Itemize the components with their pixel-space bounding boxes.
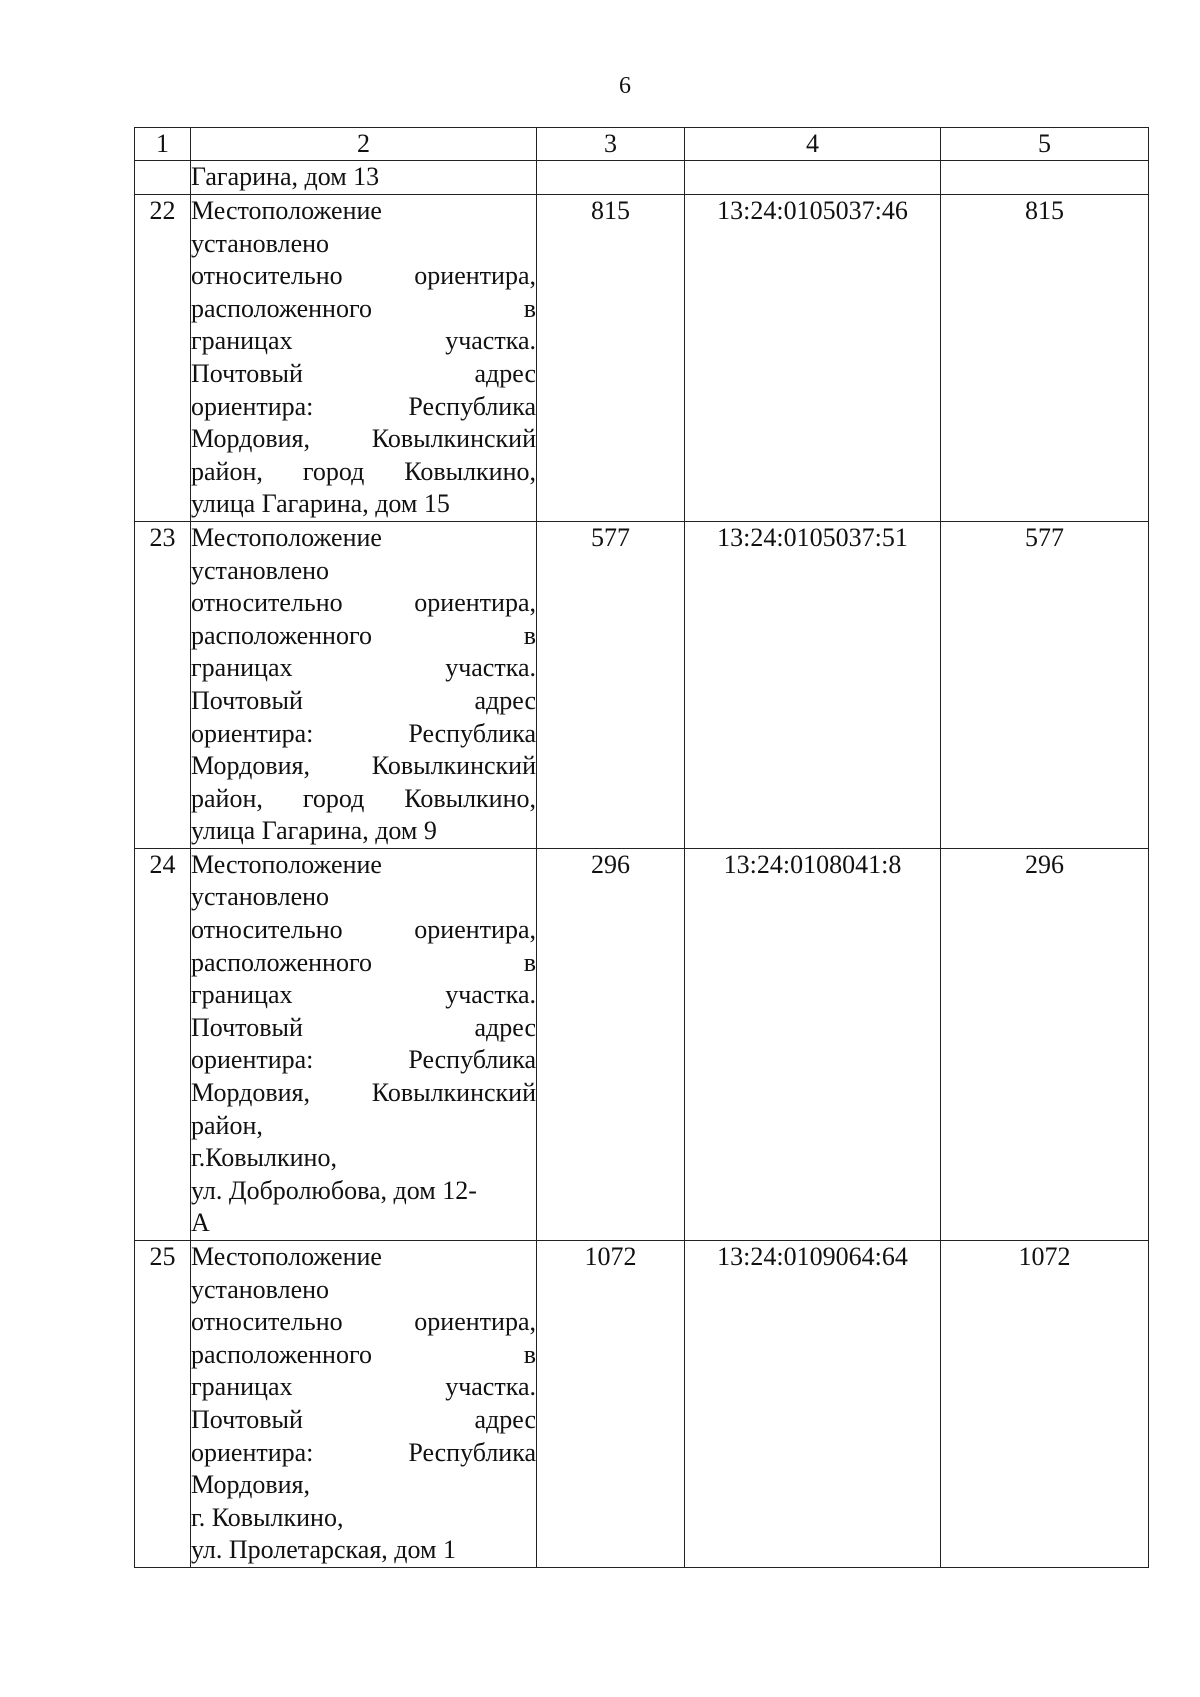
location-line: ориентира: Республика	[191, 391, 536, 421]
location-line: установлено	[191, 228, 330, 258]
area-cell: 577	[537, 521, 685, 848]
cadastral-number-cell: 13:24:0105037:46	[685, 195, 941, 522]
row-number: 24	[135, 848, 191, 1240]
location-line: относительно ориентира,	[191, 588, 536, 618]
table-row	[135, 195, 1149, 522]
location-line: район, город Ковылкино,	[191, 456, 536, 486]
cadastral-number-cell	[685, 161, 941, 195]
location-line: расположенного в	[191, 620, 536, 650]
location-line: границах участка.	[191, 1372, 536, 1402]
page-number: 6	[619, 73, 631, 99]
location-line: Почтовый адрес	[191, 1404, 536, 1434]
location-line: район, город Ковылкино,	[191, 783, 536, 813]
location-line: г. Ковылкино,	[191, 1502, 344, 1532]
location-line: относительно ориентира,	[191, 1307, 536, 1337]
location-description	[191, 521, 537, 848]
location-line: расположенного в	[191, 1339, 536, 1369]
location-line: установлено	[191, 555, 330, 585]
cadastral-number-cell: 13:24:0108041:8	[685, 848, 941, 1240]
area-cell-2: 1072	[941, 1241, 1149, 1568]
location-line: границах участка.	[191, 326, 536, 356]
location-line: Гагарина, дом 13	[191, 162, 380, 191]
location-line: район,	[191, 1110, 263, 1140]
location-line: улица Гагарина, дом 9	[191, 816, 437, 846]
location-description	[191, 848, 537, 1240]
location-line: расположенного в	[191, 947, 536, 977]
location-line: относительно ориентира,	[191, 261, 536, 291]
location-line: Почтовый адрес	[191, 1012, 536, 1042]
location-line: границах участка.	[191, 980, 536, 1010]
row-number: 22	[135, 195, 191, 522]
location-description	[191, 1241, 537, 1568]
location-line: Местоположение	[191, 522, 382, 552]
column-header-3: 3	[537, 128, 685, 161]
table-row	[135, 1241, 1149, 1568]
location-line: установлено	[191, 1274, 330, 1304]
table-row	[135, 521, 1149, 848]
column-header-5: 5	[941, 128, 1149, 161]
column-number-row	[135, 128, 1149, 161]
location-line: А	[191, 1208, 210, 1238]
land-plots-table	[134, 127, 1149, 1568]
area-cell: 815	[537, 195, 685, 522]
location-line: Мордовия, Ковылкинский	[191, 751, 536, 781]
area-cell: 296	[537, 848, 685, 1240]
location-line: Почтовый адрес	[191, 358, 536, 388]
row-number: 23	[135, 521, 191, 848]
location-line: установлено	[191, 882, 330, 912]
location-line: Мордовия,	[191, 1470, 311, 1500]
location-line: границах участка.	[191, 653, 536, 683]
continuation-row	[135, 161, 1149, 195]
row-number: 25	[135, 1241, 191, 1568]
area-cell-2: 296	[941, 848, 1149, 1240]
location-line: г.Ковылкино,	[191, 1143, 337, 1173]
location-line: относительно ориентира,	[191, 915, 536, 945]
location-line: ориентира: Республика	[191, 1437, 536, 1467]
location-line: Местоположение	[191, 1242, 382, 1271]
area-cell: 1072	[537, 1241, 685, 1568]
cadastral-number-cell: 13:24:0109064:64	[685, 1241, 941, 1568]
column-header-1: 1	[135, 128, 191, 161]
row-number	[135, 161, 191, 195]
location-line: Мордовия, Ковылкинский	[191, 1078, 536, 1108]
area-cell	[537, 161, 685, 195]
location-line: ориентира: Республика	[191, 718, 536, 748]
location-line: улица Гагарина, дом 15	[191, 489, 450, 519]
area-cell-2: 577	[941, 521, 1149, 848]
column-header-2: 2	[191, 128, 537, 161]
location-description	[191, 195, 537, 522]
location-line: Мордовия, Ковылкинский	[191, 424, 536, 454]
location-line: Местоположение	[191, 849, 382, 879]
location-line: Местоположение	[191, 196, 382, 225]
location-line: ориентира: Республика	[191, 1045, 536, 1075]
column-header-4: 4	[685, 128, 941, 161]
location-line: ул. Пролетарская, дом 1	[191, 1535, 456, 1565]
location-line: расположенного в	[191, 293, 536, 323]
location-line: Почтовый адрес	[191, 685, 536, 715]
table-row	[135, 848, 1149, 1240]
cadastral-number-cell: 13:24:0105037:51	[685, 521, 941, 848]
area-cell-2: 815	[941, 195, 1149, 522]
location-description	[191, 161, 537, 195]
location-line: ул. Добролюбова, дом 12-	[191, 1175, 477, 1205]
area-cell-2	[941, 161, 1149, 195]
